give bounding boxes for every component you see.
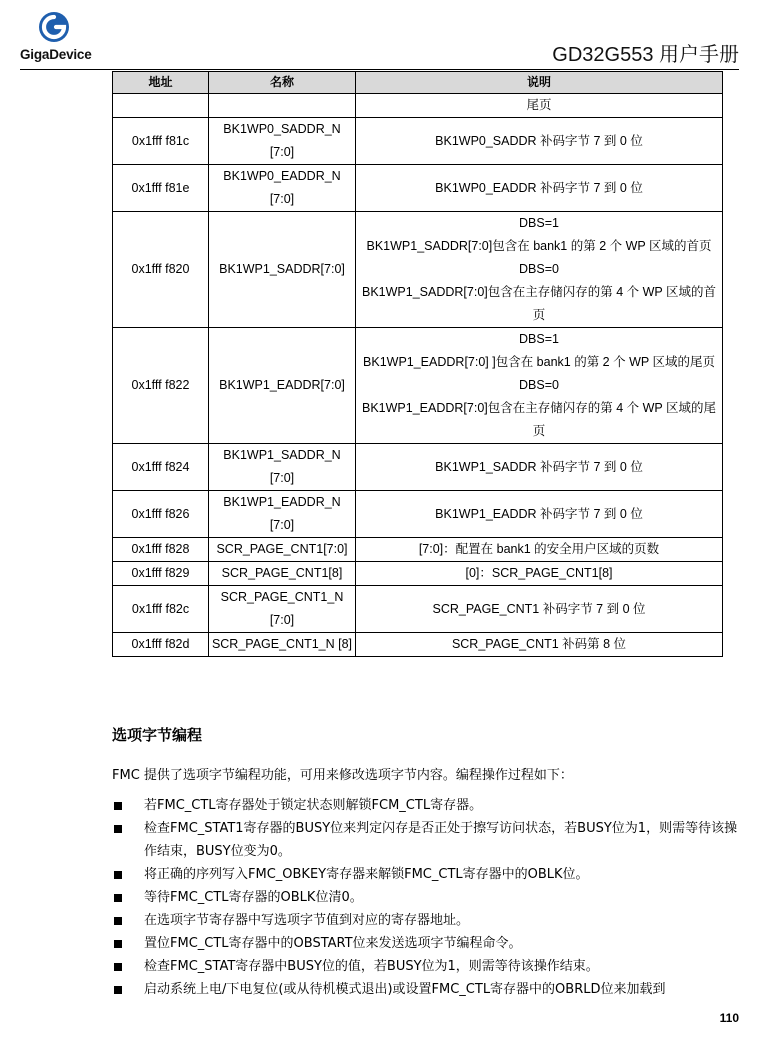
cell-description [356, 562, 723, 586]
table-row [113, 491, 723, 538]
square-bullet-icon [114, 825, 122, 833]
cell-name: SCR_PAGE_CNT1[8] [209, 562, 356, 586]
description-line: BK1WP1_EADDR[7:0] ]包含在 bank1 的第 2 个 WP 区域的尾页 [363, 355, 715, 369]
description-line: BK1WP1_SADDR[7:0]包含在 bank1 的第 2 个 WP 区域的首页 [366, 239, 712, 253]
square-bullet-icon [114, 871, 122, 879]
list-item [112, 817, 742, 863]
description-line: BK1WP1_SADDR[7:0]包含在主存储闪存的第 4 个 WP 区域的首页 [362, 285, 716, 322]
gigadevice-logo [20, 10, 110, 62]
column-header-address: 地址 [113, 72, 209, 94]
cell-name: BK1WP1_EADDR_N [7:0] [209, 491, 356, 538]
cell-name: BK1WP1_SADDR[7:0] [209, 212, 356, 328]
cell-description [356, 328, 723, 444]
step-text: 在选项字节寄存器中写选项字节值到对应的寄存器地址。 [144, 913, 470, 928]
cell-address: 0x1fff f826 [113, 491, 209, 538]
cell-description [356, 165, 723, 212]
column-header-description: 说明 [356, 72, 723, 94]
cell-name: BK1WP0_SADDR_N [7:0] [209, 118, 356, 165]
step-text: 检查FMC_STAT寄存器中BUSY位的值，若BUSY位为1，则需等待该操作结束。 [144, 959, 599, 974]
cell-address: 0x1fff f81e [113, 165, 209, 212]
list-item [112, 955, 742, 978]
description-line: DBS=1 [519, 332, 559, 346]
table-row [113, 212, 723, 328]
step-text: 启动系统上电/下电复位(或从待机模式退出)或设置FMC_CTL寄存器中的OBRLD位来加载到 [144, 982, 666, 997]
gigadevice-logo-icon [38, 10, 70, 44]
step-text: 将正确的序列写入FMC_OBKEY寄存器来解锁FMC_CTL寄存器中的OBLK位。 [144, 867, 589, 882]
description-line: DBS=0 [519, 262, 559, 276]
step-text: 等待FMC_CTL寄存器的OBLK位清0。 [144, 890, 363, 905]
table-row [113, 633, 723, 657]
cell-address: 0x1fff f820 [113, 212, 209, 328]
cell-name: SCR_PAGE_CNT1_N [7:0] [209, 586, 356, 633]
cell-description [356, 586, 723, 633]
step-text: 若FMC_CTL寄存器处于锁定状态则解锁FCM_CTL寄存器。 [144, 798, 483, 813]
cell-description [356, 444, 723, 491]
step-text: 检查FMC_STAT1寄存器的BUSY位来判定闪存是否正处于擦写访问状态，若BUSY位为1，则需等待该操作结束，BUSY位变为0。 [144, 821, 738, 859]
description-line: DBS=1 [519, 216, 559, 230]
square-bullet-icon [114, 963, 122, 971]
description-line: BK1WP1_EADDR 补码字节 7 到 0 位 [435, 506, 643, 521]
step-text: 置位FMC_CTL寄存器中的OBSTART位来发送选项字节编程命令。 [144, 936, 522, 951]
option-byte-table [112, 71, 723, 657]
cell-description [356, 118, 723, 165]
description-line: BK1WP1_EADDR[7:0]包含在主存储闪存的第 4 个 WP 区域的尾页 [362, 401, 716, 438]
cell-address: 0x1fff f82c [113, 586, 209, 633]
description-line: BK1WP0_EADDR 补码字节 7 到 0 位 [435, 180, 643, 195]
cell-name: SCR_PAGE_CNT1_N [8] [209, 633, 356, 657]
cell-name: BK1WP0_EADDR_N [7:0] [209, 165, 356, 212]
list-item [112, 909, 742, 932]
brand-name: GigaDevice [20, 47, 92, 62]
table-header-row [113, 72, 723, 94]
list-item [112, 886, 742, 909]
table-row [113, 444, 723, 491]
description-line: SCR_PAGE_CNT1 补码第 8 位 [451, 637, 627, 651]
table-row [113, 165, 723, 212]
table-row [113, 562, 723, 586]
cell-address: 0x1fff f82d [113, 633, 209, 657]
list-item [112, 978, 742, 1001]
list-item [112, 863, 742, 886]
header-rule [20, 69, 739, 70]
description-line: BK1WP1_SADDR 补码字节 7 到 0 位 [435, 459, 643, 474]
section-intro: FMC 提供了选项字节编程功能，可用来修改选项字节内容。编程操作过程如下： [112, 768, 573, 783]
cell-description [356, 538, 723, 562]
cell-name: BK1WP1_EADDR[7:0] [209, 328, 356, 444]
square-bullet-icon [114, 894, 122, 902]
section-title: 选项字节编程 [112, 726, 203, 744]
description-line: DBS=0 [519, 378, 559, 392]
cell-address: 0x1fff f828 [113, 538, 209, 562]
list-item [112, 794, 742, 817]
cell-description [356, 633, 723, 657]
description-line: [7:0]：配置在 bank1 的安全用户区域的页数 [418, 542, 660, 556]
cell-name [209, 94, 356, 118]
cell-address: 0x1fff f822 [113, 328, 209, 444]
table-row [113, 538, 723, 562]
cell-name: SCR_PAGE_CNT1[7:0] [209, 538, 356, 562]
table-row [113, 94, 723, 118]
cell-address: 0x1fff f824 [113, 444, 209, 491]
cell-name: BK1WP1_SADDR_N [7:0] [209, 444, 356, 491]
description-line: 尾页 [526, 98, 552, 112]
square-bullet-icon [114, 940, 122, 948]
square-bullet-icon [114, 986, 122, 994]
procedure-steps [112, 794, 742, 1001]
description-line: SCR_PAGE_CNT1 补码字节 7 到 0 位 [432, 601, 646, 616]
square-bullet-icon [114, 917, 122, 925]
page-number: 110 [719, 1011, 739, 1025]
cell-address [113, 94, 209, 118]
cell-description [356, 491, 723, 538]
cell-address: 0x1fff f81c [113, 118, 209, 165]
cell-address: 0x1fff f829 [113, 562, 209, 586]
cell-description [356, 212, 723, 328]
document-title: GD32G553 用户手册 [552, 44, 739, 66]
description-line: BK1WP0_SADDR 补码字节 7 到 0 位 [435, 133, 643, 148]
table-body [113, 94, 723, 657]
table-row [113, 586, 723, 633]
table-row [113, 328, 723, 444]
table-row [113, 118, 723, 165]
list-item [112, 932, 742, 955]
column-header-name: 名称 [209, 72, 356, 94]
square-bullet-icon [114, 802, 122, 810]
description-line: [0]：SCR_PAGE_CNT1[8] [465, 566, 613, 580]
cell-description [356, 94, 723, 118]
